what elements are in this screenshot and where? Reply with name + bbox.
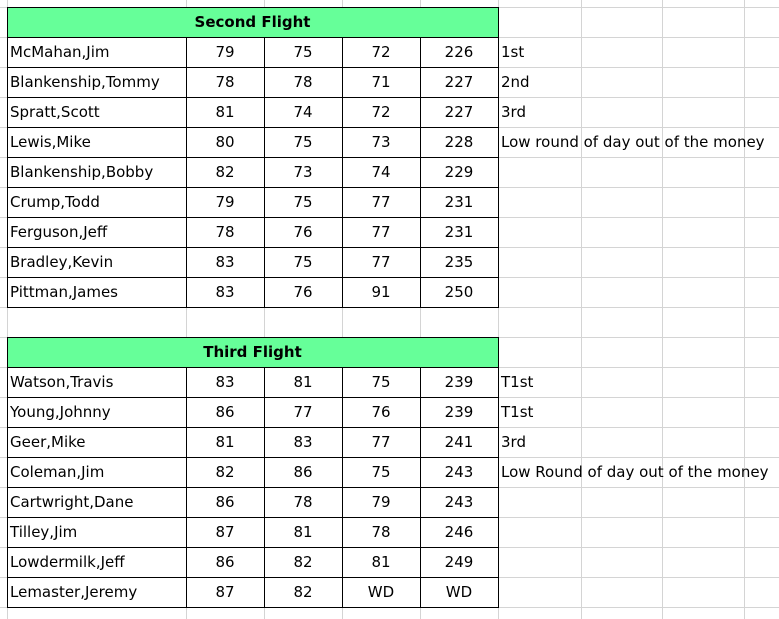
result-note[interactable]: 3rd	[501, 433, 526, 451]
round-score-3[interactable]: 77	[371, 253, 391, 271]
round-score-1[interactable]: 83	[215, 283, 235, 301]
round-score-3[interactable]: 91	[371, 283, 391, 301]
result-note[interactable]: 3rd	[501, 103, 526, 121]
round-score-1[interactable]: 83	[215, 373, 235, 391]
round-score-2[interactable]: 83	[293, 433, 313, 451]
flight-header[interactable]: Third Flight	[7, 337, 498, 367]
round-score-3[interactable]: 77	[371, 193, 391, 211]
flight-header[interactable]: Second Flight	[7, 7, 498, 37]
round-score-1[interactable]: 87	[215, 583, 235, 601]
round-score-3[interactable]: WD	[367, 583, 395, 601]
round-score-3[interactable]: 77	[371, 433, 391, 451]
round-score-3[interactable]: 72	[371, 43, 391, 61]
round-score-3[interactable]: 81	[371, 553, 391, 571]
cell-border	[7, 367, 499, 368]
cell-border	[498, 337, 499, 608]
cell-border	[342, 37, 343, 308]
player-name[interactable]: Pittman,James	[10, 283, 118, 301]
cell-border	[7, 7, 499, 8]
total-score[interactable]: 229	[444, 163, 474, 181]
total-score[interactable]: 250	[444, 283, 474, 301]
total-score[interactable]: WD	[445, 583, 473, 601]
total-score[interactable]: 249	[444, 553, 474, 571]
total-score[interactable]: 243	[444, 463, 474, 481]
cell-border	[420, 37, 421, 308]
round-score-2[interactable]: 78	[293, 73, 313, 91]
cell-border	[186, 367, 187, 608]
round-score-2[interactable]: 76	[293, 283, 313, 301]
round-score-3[interactable]: 78	[371, 523, 391, 541]
total-score[interactable]: 231	[444, 193, 474, 211]
round-score-2[interactable]: 81	[293, 523, 313, 541]
round-score-3[interactable]: 73	[371, 133, 391, 151]
round-score-2[interactable]: 75	[293, 193, 313, 211]
total-score[interactable]: 227	[444, 103, 474, 121]
player-name[interactable]: Geer,Mike	[10, 433, 86, 451]
round-score-1[interactable]: 79	[215, 43, 235, 61]
round-score-2[interactable]: 76	[293, 223, 313, 241]
round-score-2[interactable]: 82	[293, 583, 313, 601]
round-score-2[interactable]: 81	[293, 373, 313, 391]
round-score-3[interactable]: 71	[371, 73, 391, 91]
player-name[interactable]: Crump,Todd	[10, 193, 100, 211]
result-note[interactable]: 2nd	[501, 73, 530, 91]
total-score[interactable]: 243	[444, 493, 474, 511]
result-note[interactable]: Low round of day out of the money	[501, 133, 765, 151]
result-note[interactable]: T1st	[501, 403, 534, 421]
cell-border	[7, 7, 8, 308]
cell-border	[7, 307, 499, 308]
player-name[interactable]: Lewis,Mike	[10, 133, 91, 151]
player-name[interactable]: Blankenship,Bobby	[10, 163, 154, 181]
player-name[interactable]: Watson,Travis	[10, 373, 114, 391]
player-name[interactable]: Lemaster,Jeremy	[10, 583, 138, 601]
total-score[interactable]: 228	[444, 133, 474, 151]
result-note[interactable]: 1st	[501, 43, 525, 61]
player-name[interactable]: Bradley,Kevin	[10, 253, 114, 271]
total-score[interactable]: 239	[444, 403, 474, 421]
player-name[interactable]: Spratt,Scott	[10, 103, 100, 121]
total-score[interactable]: 246	[444, 523, 474, 541]
cell-border	[342, 367, 343, 608]
round-score-1[interactable]: 82	[215, 163, 235, 181]
cell-border	[7, 337, 499, 338]
total-score[interactable]: 241	[444, 433, 474, 451]
round-score-3[interactable]: 74	[371, 163, 391, 181]
round-score-3[interactable]: 77	[371, 223, 391, 241]
cell-border	[186, 37, 187, 308]
player-name[interactable]: Cartwright,Dane	[10, 493, 134, 511]
round-score-3[interactable]: 75	[371, 463, 391, 481]
player-name[interactable]: Ferguson,Jeff	[10, 223, 108, 241]
round-score-3[interactable]: 79	[371, 493, 391, 511]
round-score-2[interactable]: 75	[293, 253, 313, 271]
player-name[interactable]: Coleman,Jim	[10, 463, 105, 481]
round-score-3[interactable]: 72	[371, 103, 391, 121]
cell-border	[498, 7, 499, 308]
cell-border	[420, 367, 421, 608]
round-score-2[interactable]: 82	[293, 553, 313, 571]
round-score-1[interactable]: 86	[215, 493, 235, 511]
round-score-1[interactable]: 86	[215, 553, 235, 571]
result-note[interactable]: T1st	[501, 373, 534, 391]
round-score-3[interactable]: 76	[371, 403, 391, 421]
player-name[interactable]: Lowdermilk,Jeff	[10, 553, 125, 571]
round-score-2[interactable]: 73	[293, 163, 313, 181]
round-score-1[interactable]: 78	[215, 223, 235, 241]
result-note[interactable]: Low Round of day out of the money	[501, 463, 769, 481]
round-score-2[interactable]: 86	[293, 463, 313, 481]
round-score-2[interactable]: 77	[293, 403, 313, 421]
total-score[interactable]: 235	[444, 253, 474, 271]
round-score-1[interactable]: 80	[215, 133, 235, 151]
round-score-1[interactable]: 83	[215, 253, 235, 271]
round-score-1[interactable]: 81	[215, 103, 235, 121]
round-score-3[interactable]: 75	[371, 373, 391, 391]
total-score[interactable]: 226	[444, 43, 474, 61]
round-score-1[interactable]: 79	[215, 193, 235, 211]
round-score-1[interactable]: 82	[215, 463, 235, 481]
round-score-2[interactable]: 78	[293, 493, 313, 511]
player-name[interactable]: McMahan,Jim	[10, 43, 110, 61]
cell-border	[264, 37, 265, 308]
round-score-2[interactable]: 75	[293, 43, 313, 61]
cell-border	[264, 367, 265, 608]
total-score[interactable]: 239	[444, 373, 474, 391]
round-score-1[interactable]: 81	[215, 433, 235, 451]
total-score[interactable]: 227	[444, 73, 474, 91]
total-score[interactable]: 231	[444, 223, 474, 241]
round-score-2[interactable]: 75	[293, 133, 313, 151]
round-score-1[interactable]: 87	[215, 523, 235, 541]
round-score-2[interactable]: 74	[293, 103, 313, 121]
cell-border	[7, 337, 8, 608]
player-name[interactable]: Blankenship,Tommy	[10, 73, 160, 91]
cell-border	[7, 37, 499, 38]
cell-border	[7, 607, 499, 608]
round-score-1[interactable]: 78	[215, 73, 235, 91]
round-score-1[interactable]: 86	[215, 403, 235, 421]
player-name[interactable]: Tilley,Jim	[10, 523, 78, 541]
player-name[interactable]: Young,Johnny	[10, 403, 111, 421]
